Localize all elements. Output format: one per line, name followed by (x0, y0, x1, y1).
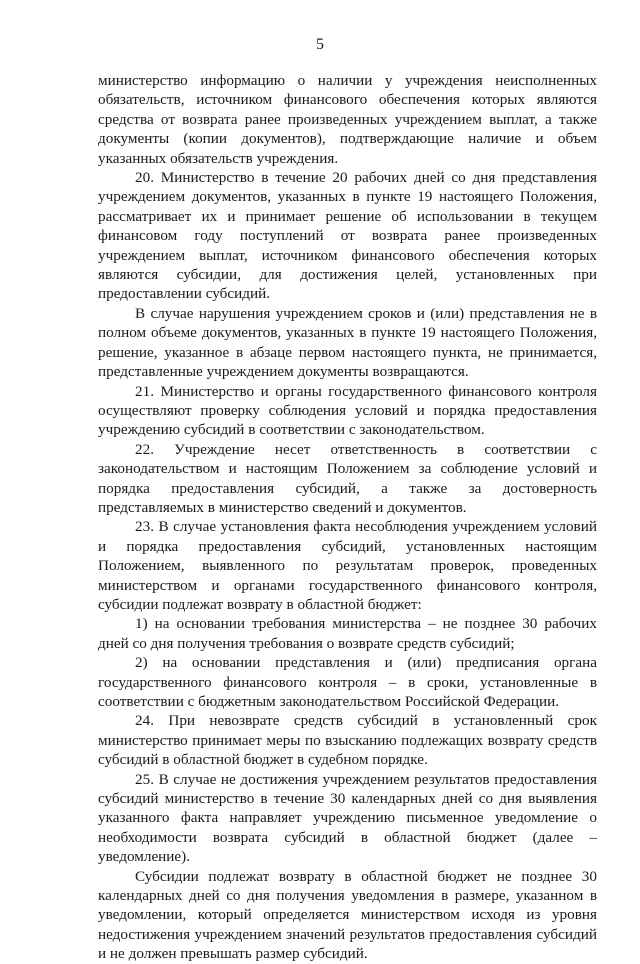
paragraph-clause-22: 22. Учреждение несет ответственность в соответствии с законодательством и настоящим Положением за соблюдение условий и порядка предоставления субсидий, а также за достоверность представляемых в министерство сведений и документов. (98, 440, 597, 516)
paragraph-clause-25-refund: Субсидии подлежат возврату в областной бюджет не позднее 30 календарных дней со дня получения уведомления в размере, указанном в уведомлении, который определяется министерством исходя из уровня недостижения учреждением значений результатов предоставления субсидий и не должен превышать размер субсидий. (98, 867, 597, 963)
paragraph-clause-20: 20. Министерство в течение 20 рабочих дней со дня представления учреждением документов, указанных в пункте 19 настоящего Положения, рассматривает их и принимает решение об использовании в текущем финансовом году поступлений от возврата ранее произведенных учреждением выплат, источником финансового обеспечения которых являются субсидии, для достижения целей, установленных при предоставлении субсидий. (98, 169, 597, 303)
paragraph-ministry-information: министерство информацию о наличии у учреждения неисполненных обязательств, источником финансового обеспечения которых являются средства от возврата ранее произведенных учреждением выплат, а также документы (копии документов), подтверждающие наличие и объем указанных обязательств учреждения. (98, 72, 597, 167)
paragraph-clause-21: 21. Министерство и органы государственного финансового контроля осуществляют проверку соблюдения условий и порядка предоставления учреждению субсидий в соответствии с законодательством. (98, 382, 597, 439)
paragraph-clause-23: 23. В случае установления факта несоблюдения учреждением условий и порядка предоставления субсидий, установленных настоящим Положением, выявленного по результатам проверок, проведенных министерством и органами государственного финансового контроля, субсидии подлежат возврату в областной бюджет: (98, 518, 597, 613)
paragraph-clause-24: 24. При невозврате средств субсидий в установленный срок министерство принимает меры по взысканию подлежащих возврату средств субсидий в областной бюджет в судебном порядке. (98, 712, 597, 769)
paragraph-clause-20-violation: В случае нарушения учреждением сроков и (или) представления не в полном объеме документов, указанных в пункте 19 настоящего Положения, решение, указанное в абзаце первом настоящего пункта, не принимается, представленные учреждением документы возвращаются. (98, 304, 597, 381)
paragraph-clause-23-item-2: 2) на основании представления и (или) предписания органа государственного финансового контроля – в сроки, установленные в соответствии с бюджетным законодательством Российской Федерации. (98, 654, 597, 710)
paragraph-clause-23-item-1: 1) на основании требования министерства – не позднее 30 рабочих дней со дня получения требования о возврате средств субсидий; (98, 615, 597, 652)
paragraph-clause-25: 25. В случае не достижения учреждением результатов предоставления субсидий министерство в течение 30 календарных дней со дня выявления указанного факта направляет учреждению письменное уведомление о необходимости возврата субсидий в областной бюджет (далее – уведомление). (98, 770, 597, 866)
document-body (98, 71, 597, 964)
page-number: 5 (316, 36, 324, 53)
